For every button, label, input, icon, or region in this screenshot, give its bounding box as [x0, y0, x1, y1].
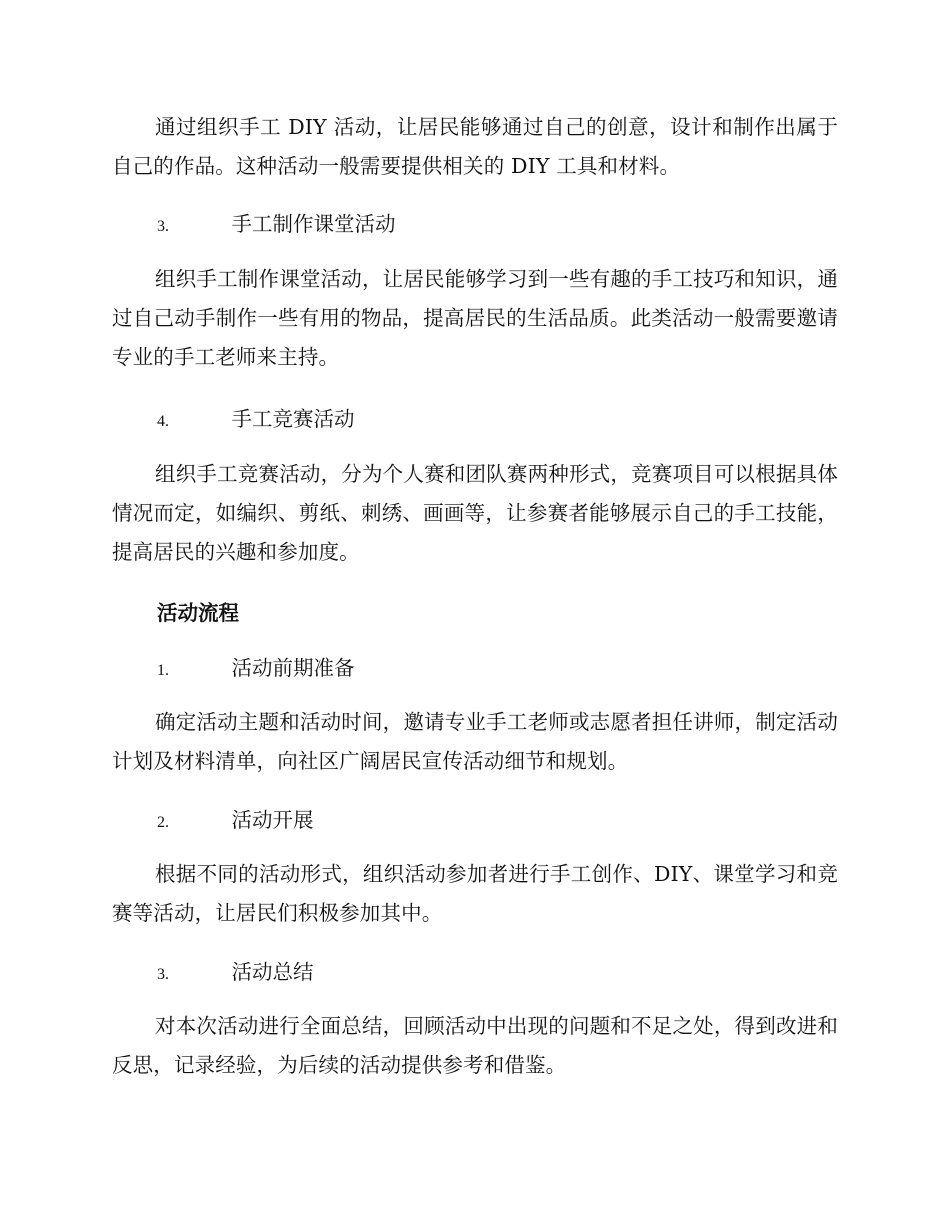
item-number: 4.: [157, 413, 169, 430]
item-number: 1.: [157, 662, 169, 679]
process-step-3: [157, 957, 314, 990]
process-step-1: [157, 653, 355, 686]
item-number: 3.: [157, 966, 169, 983]
step-3-paragraph: 对本次活动进行全面总结，回顾活动中出现的问题和不足之处，得到改进和反思，记录经验，为后续的活动提供参考和借鉴。: [112, 1014, 838, 1077]
item-title: 活动开展: [231, 808, 314, 832]
item-title: 手工竞赛活动: [231, 407, 355, 431]
item-title: 活动总结: [231, 960, 314, 984]
step-2-paragraph: 根据不同的活动形式，组织活动参加者进行手工创作、DIY、课堂学习和竞赛等活动，让居民们积极参加其中。: [112, 862, 838, 925]
step-1-paragraph: 确定活动主题和活动时间，邀请专业手工老师或志愿者担任讲师，制定活动计划及材料清单，向社区广阔居民宣传活动细节和规划。: [112, 710, 838, 773]
section-heading: 活动流程: [157, 601, 239, 625]
activity-item-4: [157, 404, 355, 437]
item-number: 2.: [157, 814, 169, 831]
activity-4-paragraph: 组织手工竞赛活动，分为个人赛和团队赛两种形式，竞赛项目可以根据具体情况而定，如编织、剪纸、刺绣、画画等，让参赛者能够展示自己的手工技能，提高居民的兴趣和参加度。: [112, 462, 838, 564]
process-step-2: [157, 805, 314, 838]
item-title: 活动前期准备: [231, 656, 355, 680]
intro-paragraph: 通过组织手工 DIY 活动，让居民能够通过自己的创意，设计和制作出属于自己的作品。这种活动一般需要提供相关的 DIY 工具和材料。: [112, 115, 838, 178]
activity-3-paragraph: 组织手工制作课堂活动，让居民能够学习到一些有趣的手工技巧和知识，通过自己动手制作一些有用的物品，提高居民的生活品质。此类活动一般需要邀请专业的手工老师来主持。: [112, 267, 838, 369]
item-title: 手工制作课堂活动: [231, 212, 396, 236]
activity-item-3: [157, 209, 396, 242]
item-number: 3.: [157, 218, 169, 235]
